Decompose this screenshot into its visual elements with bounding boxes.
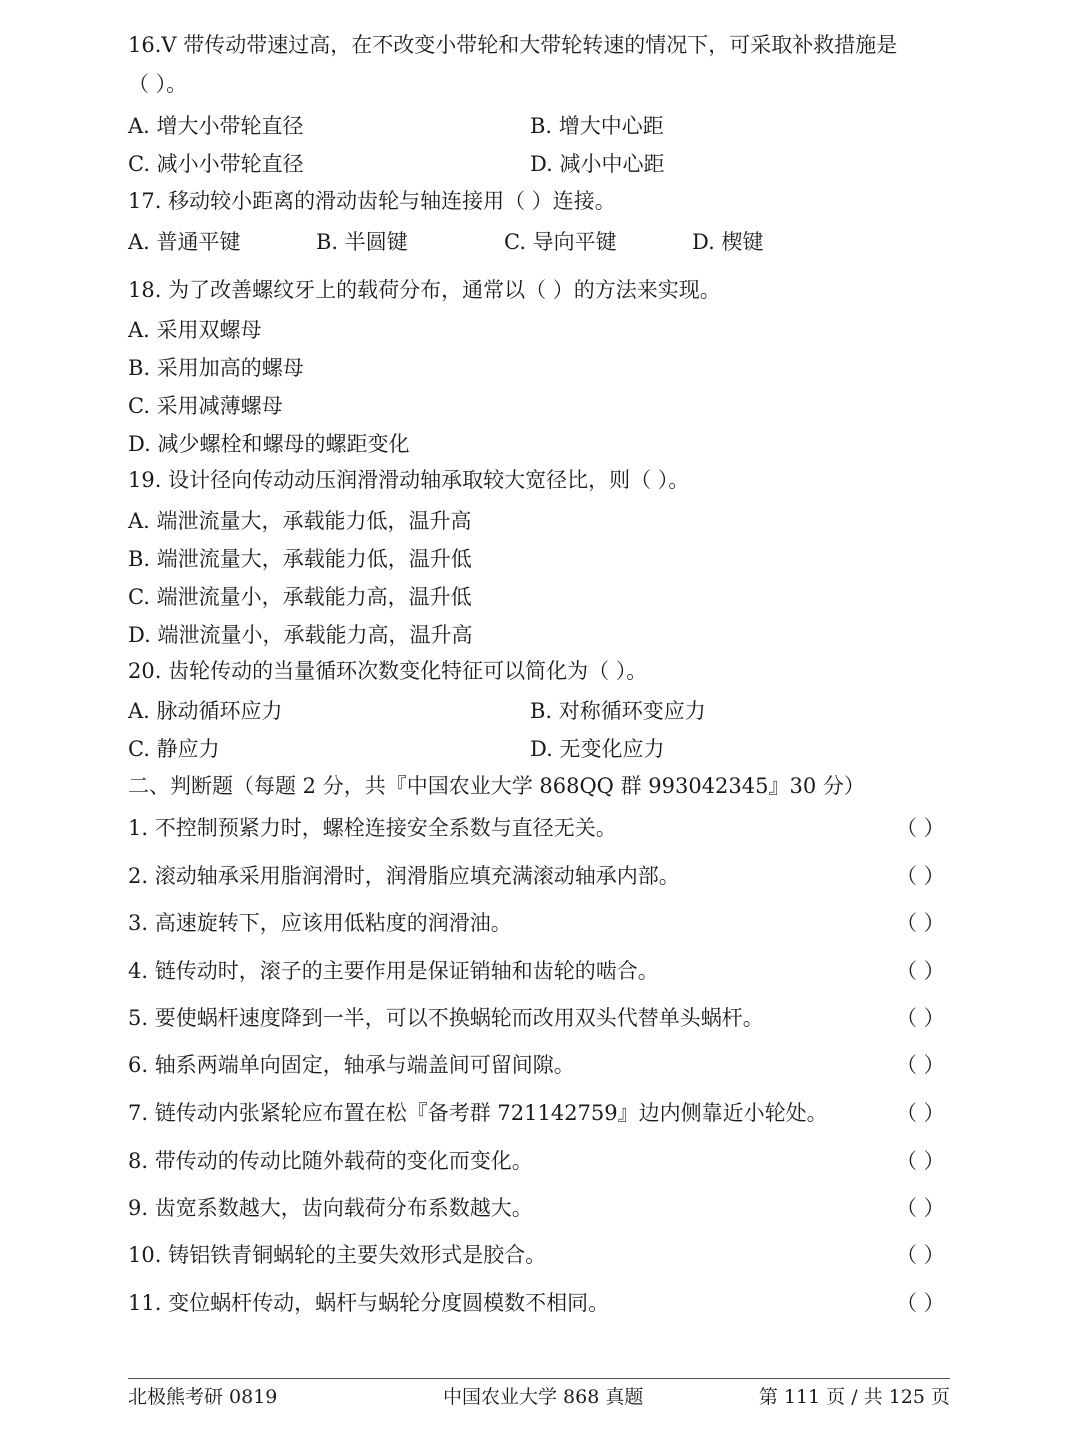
q16-stem-line1: 16.V 带传动带速过高，在不改变小带轮和大带轮转速的情况下，可采取补救措施是 [128, 33, 898, 57]
answer-blank-1: （ ） [896, 816, 945, 840]
judgement-item-3: 3. 高速旋转下，应该用低粘度的润滑油。 [128, 911, 512, 935]
q16-option-c: C. 减小小带轮直径 [128, 152, 304, 176]
q17-option-b: B. 半圆键 [316, 230, 408, 254]
answer-blank-6: （ ） [896, 1053, 945, 1077]
q17-option-d: D. 楔键 [692, 230, 764, 254]
answer-blank-5: （ ） [896, 1006, 945, 1030]
q16-option-d: D. 减小中心距 [530, 152, 665, 176]
q19-option-b: B. 端泄流量大，承载能力低，温升低 [128, 547, 472, 571]
judgement-item-5: 5. 要使蜗杆速度降到一半，可以不换蜗轮而改用双头代替单头蜗杆。 [128, 1006, 764, 1030]
footer-page-number: 第 111 页 / 共 125 页 [758, 1386, 950, 1408]
q20-stem: 20. 齿轮传动的当量循环次数变化特征可以简化为（ ）。 [128, 659, 648, 683]
answer-blank-8: （ ） [896, 1149, 945, 1173]
q20-option-d: D. 无变化应力 [530, 737, 665, 761]
q20-option-b: B. 对称循环变应力 [530, 699, 706, 723]
q16-option-b: B. 增大中心距 [530, 114, 664, 138]
q17-option-c: C. 导向平键 [504, 230, 617, 254]
footer-center: 中国农业大学 868 真题 [443, 1386, 644, 1408]
footer-divider [128, 1378, 950, 1379]
q16-option-a: A. 增大小带轮直径 [128, 114, 304, 138]
judgement-item-10: 10. 铸铝铁青铜蜗轮的主要失效形式是胶合。 [128, 1243, 547, 1267]
answer-blank-9: （ ） [896, 1196, 945, 1220]
judgement-item-8: 8. 带传动的传动比随外载荷的变化而变化。 [128, 1149, 533, 1173]
q18-option-c: C. 采用减薄螺母 [128, 394, 283, 418]
q18-option-b: B. 采用加高的螺母 [128, 356, 304, 380]
q17-option-a: A. 普通平键 [128, 230, 241, 254]
judgement-item-1: 1. 不控制预紧力时，螺栓连接安全系数与直径无关。 [128, 816, 617, 840]
q18-option-d: D. 减少螺栓和螺母的螺距变化 [128, 432, 410, 456]
q20-option-c: C. 静应力 [128, 737, 220, 761]
judgement-item-6: 6. 轴系两端单向固定，轴承与端盖间可留间隙。 [128, 1053, 575, 1077]
judgement-item-9: 9. 齿宽系数越大，齿向载荷分布系数越大。 [128, 1196, 533, 1220]
q18-option-a: A. 采用双螺母 [128, 318, 262, 342]
answer-blank-10: （ ） [896, 1243, 945, 1267]
q19-option-d: D. 端泄流量小，承载能力高，温升高 [128, 623, 473, 647]
q19-option-a: A. 端泄流量大，承载能力低，温升高 [128, 509, 472, 533]
q16-stem-line2: （ ）。 [128, 72, 188, 96]
q19-stem: 19. 设计径向传动动压润滑滑动轴承取较大宽径比，则（ ）。 [128, 468, 690, 492]
answer-blank-3: （ ） [896, 911, 945, 935]
q18-stem: 18. 为了改善螺纹牙上的载荷分布，通常以（ ）的方法来实现。 [128, 278, 721, 302]
section-heading-judgement: 二、判断题（每题 2 分，共『中国农业大学 868QQ 群 993042345』30 分） [128, 774, 865, 798]
answer-blank-4: （ ） [896, 959, 945, 983]
judgement-item-11: 11. 变位蜗杆传动，蜗杆与蜗轮分度圆模数不相同。 [128, 1291, 610, 1315]
judgement-item-2: 2. 滚动轴承采用脂润滑时，润滑脂应填充满滚动轴承内部。 [128, 864, 680, 888]
q20-option-a: A. 脉动循环应力 [128, 699, 283, 723]
footer-left: 北极熊考研 0819 [128, 1386, 278, 1408]
judgement-item-7: 7. 链传动内张紧轮应布置在松『备考群 721142759』边内侧靠近小轮处。 [128, 1101, 828, 1125]
q19-option-c: C. 端泄流量小，承载能力高，温升低 [128, 585, 472, 609]
answer-blank-11: （ ） [896, 1291, 945, 1315]
judgement-item-4: 4. 链传动时，滚子的主要作用是保证销轴和齿轮的啮合。 [128, 959, 659, 983]
answer-blank-7: （ ） [896, 1101, 945, 1125]
answer-blank-2: （ ） [896, 864, 945, 888]
q17-stem: 17. 移动较小距离的滑动齿轮与轴连接用（ ）连接。 [128, 189, 616, 213]
